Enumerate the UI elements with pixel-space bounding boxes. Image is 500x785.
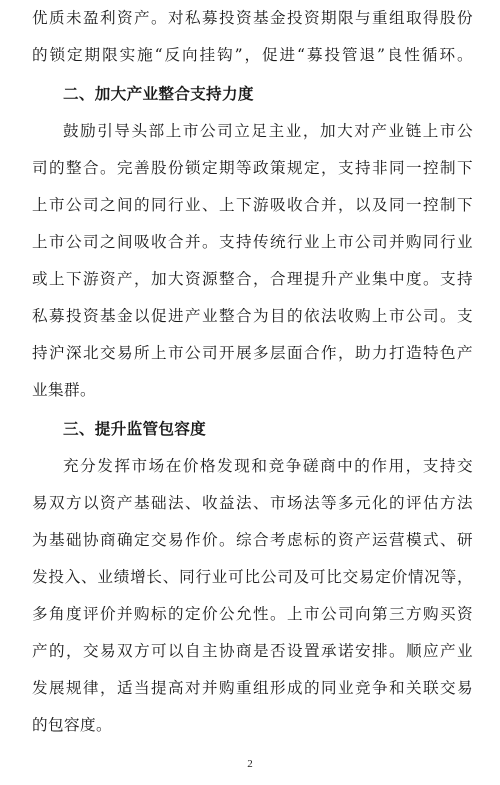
paragraph-line: 上市公司之间的同行业、上下游吸收合并，以及同一控制下 (32, 196, 473, 214)
paragraph-line: 业集群。 (32, 381, 96, 399)
page-number: 2 (247, 758, 253, 770)
paragraph-line: 发展规律，适当提高对并购重组形成的同业竞争和关联交易 (32, 679, 473, 697)
paragraph-line: 为基础协商确定交易作价。综合考虑标的资产运营模式、研 (32, 531, 473, 549)
paragraph-line: 私募投资基金以促进产业整合为目的依法收购上市公司。支 (32, 307, 473, 325)
paragraph-line: 易双方以资产基础法、收益法、市场法等多元化的评估方法 (32, 494, 473, 512)
paragraph-line: 产的，交易双方可以自主协商是否设置承诺安排。顺应产业 (32, 642, 473, 660)
paragraph-line: 发投入、业绩增长、同行业可比公司及可比交易定价情况等， (32, 568, 473, 586)
paragraph-line: 的锁定期限实施“反向挂钩”，促进“募投管退”良性循环。 (32, 46, 473, 64)
paragraph-line: 或上下游资产，加大资源整合，合理提升产业集中度。支持 (32, 270, 473, 288)
paragraph-line: 上市公司之间吸收合并。支持传统行业上市公司并购同行业 (32, 233, 473, 251)
paragraph-line: 优质未盈利资产。对私募投资基金投资期限与重组取得股份 (32, 9, 473, 27)
paragraph-line: 司的整合。完善股份锁定期等政策规定，支持非同一控制下 (32, 159, 473, 177)
section-heading-3: 三、提升监管包容度 (63, 420, 207, 438)
paragraph-line: 的包容度。 (32, 716, 112, 734)
paragraph-line: 充分发挥市场在价格发现和竞争磋商中的作用，支持交 (63, 457, 473, 475)
paragraph-line: 持沪深北交易所上市公司开展多层面合作，助力打造特色产 (32, 344, 473, 362)
section-heading-2: 二、加大产业整合支持力度 (63, 85, 254, 103)
paragraph-line: 鼓励引导头部上市公司立足主业，加大对产业链上市公 (63, 122, 473, 140)
paragraph-line: 多角度评价并购标的定价公允性。上市公司向第三方购买资 (32, 605, 473, 623)
